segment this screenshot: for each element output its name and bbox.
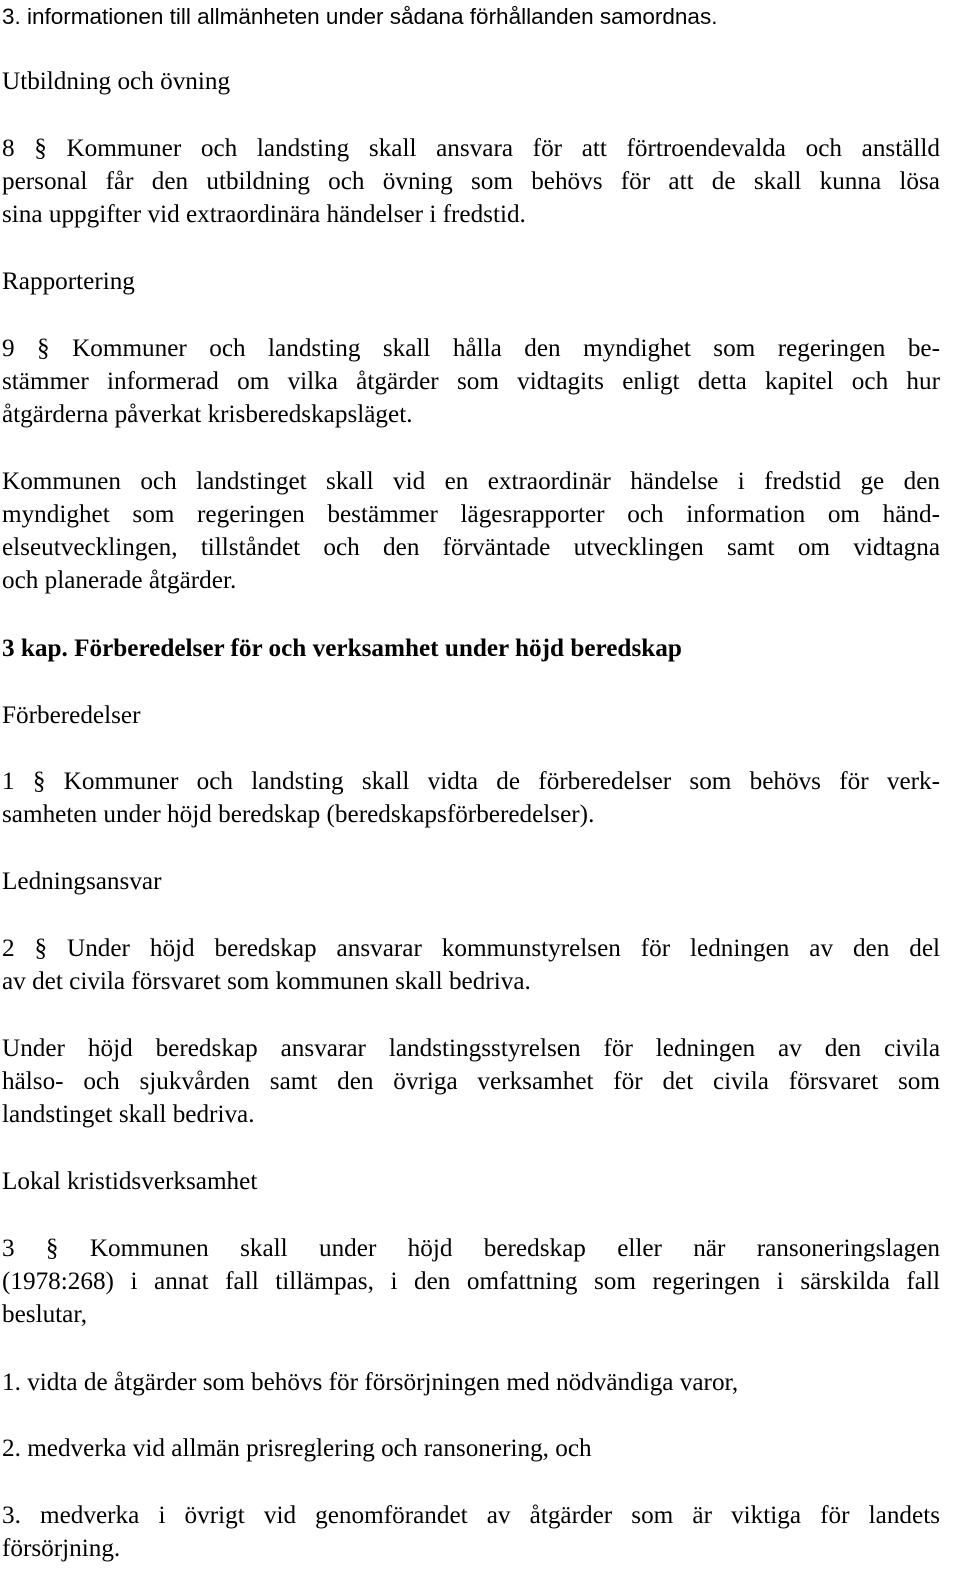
paragraph-under-hojd: Under höjd beredskap ansvarar landstingsstyrelsen för ledningen av den civila hälso- och sjukvården samt den övriga verksamhet för det civila försvaret som landstinget skall bedriva. <box>2 1035 940 1128</box>
paragraph-2: 2 § Under höjd beredskap ansvarar kommunstyrelsen för ledningen av den del av det civila försvaret som kommunen skall bedriva. <box>2 935 940 995</box>
section-heading-forberedelser: Förberedelser <box>2 702 141 729</box>
list-item-1: 1. vidta de åtgärder som behövs för försörjningen med nödvändiga varor, <box>2 1369 739 1396</box>
paragraph-1: 1 § Kommuner och landsting skall vidta de förberedelser som behövs för verk- samheten under höjd beredskap (beredskapsförberedelser). <box>2 768 940 828</box>
paragraph-3: 3 § Kommunen skall under höjd beredskap eller när ransoneringslagen (1978:268) i annat fall tillämpas, i den omfattning som regeringen i särskilda fall beslutar, <box>2 1235 940 1328</box>
list-item-3-tail: 3. informationen till allmänheten under sådana förhållanden samordnas. <box>2 4 718 29</box>
chapter-title: 3 kap. Förberedelser för och verksamhet under höjd beredskap <box>2 635 682 662</box>
list-item-2: 2. medverka vid allmän prisreglering och ransonering, och <box>2 1435 592 1462</box>
list-item-3: 3. medverka i övrigt vid genomförandet av åtgärder som är viktiga för landets försörjning. <box>2 1502 940 1562</box>
section-heading-ledningsansvar: Ledningsansvar <box>2 868 162 895</box>
paragraph-9: 9 § Kommuner och landsting skall hålla den myndighet som regeringen be- stämmer informerad om vilka åtgärder som vidtagits enligt detta kapitel och hur åtgärderna påverkat krisberedskapsläget. <box>2 335 940 428</box>
section-heading-lokal: Lokal kristidsverksamhet <box>2 1168 258 1195</box>
paragraph-8: 8 § Kommuner och landsting skall ansvara för att förtroendevalda och anställd personal får den utbildning och övning som behövs för att de skall kunna lösa sina uppgifter vid extraordinära händelser i fredstid. <box>2 135 940 228</box>
section-heading-utbildning: Utbildning och övning <box>2 68 231 95</box>
paragraph-kommunen: Kommunen och landstinget skall vid en extraordinär händelse i fredstid ge den myndighet som regeringen bestämmer lägesrapporter och information om händ- elseutvecklingen, tillståndet och den förväntade utvecklingen samt om vidtagna och planerade åtgärder. <box>2 468 940 594</box>
section-heading-rapportering: Rapportering <box>2 268 135 295</box>
